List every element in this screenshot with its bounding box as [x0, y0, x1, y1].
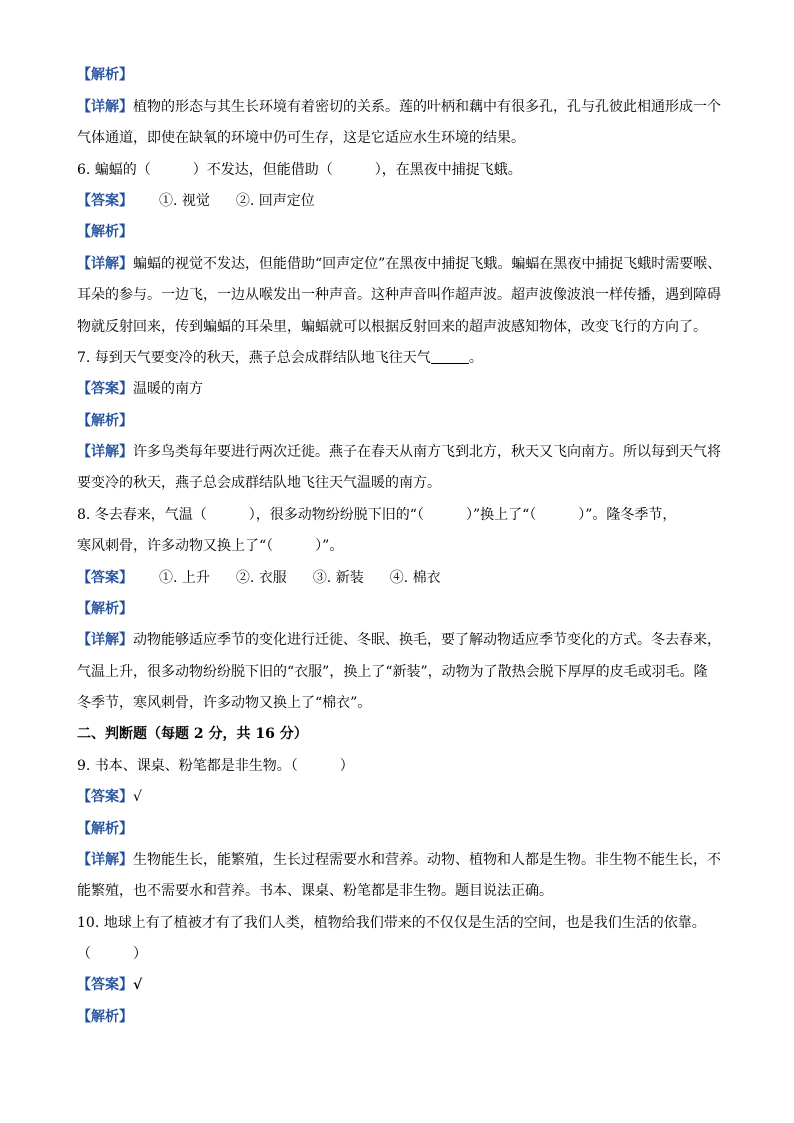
analysis-label [77, 819, 727, 839]
question-text: 8. 冬去春来，气温（ ），很多动物纷纷脱下旧的“（ ）”换上了“（ ）”。隆冬季节， [77, 507, 677, 523]
question-8 [77, 505, 727, 525]
question-6 [77, 160, 727, 180]
detail-tag: 【详解】 [77, 852, 133, 868]
question-text-end: 。 [468, 350, 483, 366]
answer-line [77, 191, 727, 211]
answer-line [77, 787, 727, 807]
text-line [77, 317, 727, 337]
question-9 [77, 756, 727, 776]
text-line [77, 473, 727, 493]
answer-option: ①. 视觉 [159, 193, 210, 209]
answer-option: ③. 新装 [312, 570, 364, 586]
answer-option: ①. 上升 [159, 570, 210, 586]
detail-tag: 【详解】 [77, 99, 133, 115]
question-7 [77, 348, 727, 368]
answer-line [77, 568, 727, 588]
analysis-label [77, 65, 727, 85]
answer-text: √ [133, 789, 142, 805]
text-line [77, 128, 727, 148]
answer-tag: 【答案】 [77, 570, 133, 586]
detail-text: 动物能够适应季节的变化进行迁徙、冬眠、换毛，要了解动物适应季节变化的方式。冬去春来， [133, 632, 721, 648]
answer-option: ②. 衣服 [235, 570, 287, 586]
detail-paragraph [77, 254, 727, 274]
text-line [77, 285, 727, 305]
section-heading [77, 724, 727, 744]
answer-line [77, 379, 727, 399]
text-line [77, 662, 727, 682]
detail-paragraph [77, 442, 727, 462]
answer-tag: 【答案】 [77, 977, 133, 993]
answer-tag: 【答案】 [77, 193, 133, 209]
analysis-label [77, 599, 727, 619]
answer-tag: 【答案】 [77, 789, 133, 805]
detail-paragraph [77, 97, 727, 117]
answer-line [77, 975, 727, 995]
answer-text: 温暖的南方 [133, 381, 203, 397]
answer-option: ②. 回声定位 [235, 193, 315, 209]
question-text: 6. 蝙蝠的（ ）不发达，但能借助（ ），在黑夜中捕捉飞蛾。 [77, 162, 522, 178]
analysis-label [77, 411, 727, 431]
detail-text: 蝙蝠的视觉不发达，但能借助“回声定位”在黑夜中捕捉飞蛾。蝙蝠在黑夜中捕捉飞蛾时需要喉、 [133, 256, 722, 272]
analysis-tag: 【解析】 [77, 413, 133, 429]
question-text: 10. 地球上有了植被才有了我们人类，植物给我们带来的不仅仅是生活的空间，也是我们生活的依靠。 [77, 915, 706, 931]
text-line [77, 693, 727, 713]
detail-tag: 【详解】 [77, 632, 133, 648]
text-span: 寒风刺骨，许多动物又换上了“（ ）”。 [77, 538, 344, 554]
section-heading-text: 二、判断题（每题 2 分，共 16 分） [77, 726, 308, 742]
analysis-tag: 【解析】 [77, 224, 133, 240]
detail-tag: 【详解】 [77, 256, 133, 272]
question-text: 7. 每到天气要变冷的秋天，燕子总会成群结队地飞往天气 [77, 350, 431, 366]
detail-text: 植物的形态与其生长环境有着密切的关系。莲的叶柄和藕中有很多孔，孔与孔彼此相通形成一个 [133, 99, 721, 115]
text-span: 物就反射回来，传到蝙蝠的耳朵里，蝙蝠就可以根据反射回来的超声波感知物体，改变飞行的方向了。 [77, 319, 707, 335]
answer-option: ④. 棉衣 [389, 570, 441, 586]
analysis-tag: 【解析】 [77, 821, 133, 837]
answer-text: √ [133, 977, 143, 993]
detail-paragraph [77, 850, 727, 870]
analysis-tag: 【解析】 [77, 601, 133, 617]
text-span: 要变冷的秋天，燕子总会成群结队地飞往天气温暖的南方。 [77, 475, 441, 491]
detail-text: 许多鸟类每年要进行两次迁徙。燕子在春天从南方飞到北方，秋天又飞向南方。所以每到天气将 [133, 444, 721, 460]
text-line [77, 944, 727, 964]
text-span: （ ） [77, 946, 147, 962]
text-span: 能繁殖，也不需要水和营养。书本、课桌、粉笔都是非生物。题目说法正确。 [77, 883, 553, 899]
analysis-tag: 【解析】 [77, 67, 133, 83]
fill-blank [431, 349, 469, 364]
question-10 [77, 913, 727, 933]
question-text: 9. 书本、课桌、粉笔都是非生物。（ ） [77, 758, 354, 774]
detail-tag: 【详解】 [77, 444, 133, 460]
text-span: 气体通道，即使在缺氧的环境中仍可生存，这是它适应水生环境的结果。 [77, 130, 525, 146]
text-span: 冬季节，寒风刺骨，许多动物又换上了“棉衣”。 [77, 695, 372, 711]
text-line [77, 536, 727, 556]
analysis-label [77, 222, 727, 242]
text-span: 耳朵的参与。一边飞，一边从喉发出一种声音。这种声音叫作超声波。超声波像波浪一样传播，遇到障碍 [77, 287, 721, 303]
detail-paragraph [77, 630, 727, 650]
analysis-tag: 【解析】 [77, 1009, 133, 1025]
analysis-label [77, 1007, 727, 1027]
text-line [77, 881, 727, 901]
answer-tag: 【答案】 [77, 381, 133, 397]
text-span: 气温上升，很多动物纷纷脱下旧的“衣服”，换上了“新装”，动物为了散热会脱下厚厚的皮毛或羽毛。隆 [77, 664, 708, 680]
detail-text: 生物能生长，能繁殖，生长过程需要水和营养。动物、植物和人都是生物。非生物不能生长，不 [133, 852, 721, 868]
